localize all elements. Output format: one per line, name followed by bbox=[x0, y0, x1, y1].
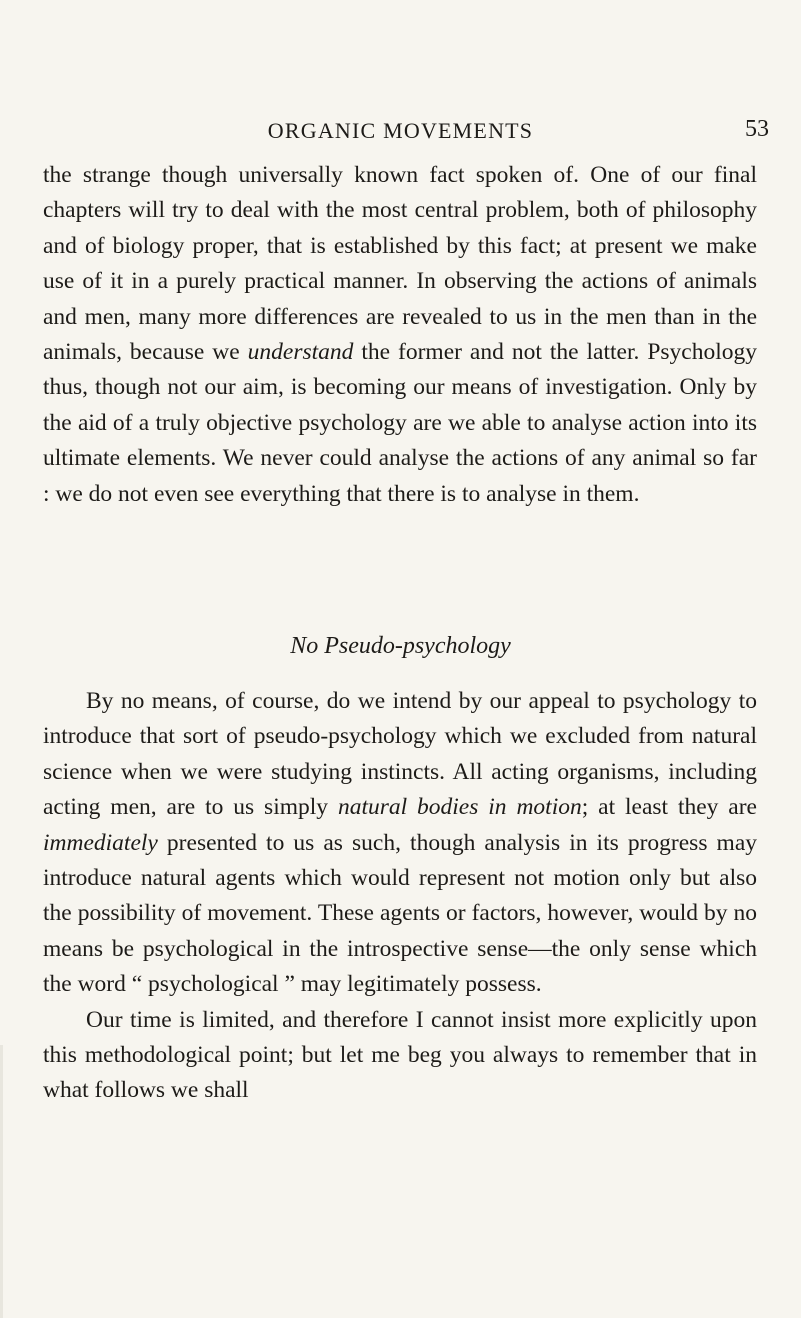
running-head bbox=[0, 112, 801, 146]
running-title: ORGANIC MOVEMENTS bbox=[267, 118, 534, 143]
section-heading: No Pseudo-psychology bbox=[290, 633, 511, 659]
page-number: 53 bbox=[745, 116, 769, 142]
emphasis-immediately: immediately bbox=[43, 829, 158, 856]
text-block-2 bbox=[43, 684, 757, 1109]
emphasis-understand: understand bbox=[247, 339, 354, 366]
page-edge-shadow bbox=[0, 1045, 3, 1318]
paragraph-2: By no means, of course, do we intend by our appeal to psychology to introduce that sort of pseudo-psychology which we excluded from natural science when we were studying instincts. All acting organisms, including acting men, are to us simply natural bodies in motion; at least they are immediately presented to us as such, though analysis in its progress may introduce natural agents which would represent not motion only but also the possibility of movement. These agents or factors, however, would by no means be psychological in the introspective sense—the only sense which the word “ psychological ” may legitimately possess. bbox=[43, 688, 757, 998]
text-block-1 bbox=[43, 158, 757, 512]
emphasis-natural-bodies: natural bodies in motion bbox=[337, 794, 582, 821]
paragraph-3: Our time is limited, and therefore I cannot insist more explicitly upon this methodological point; but let me beg you always to remember that in what follows we shall bbox=[43, 1006, 757, 1104]
paragraph-1: the strange though universally known fact spoken of. One of our final chapters will try to deal with the most central problem, both of philosophy and of biology proper, that is established by this fact; at present we make use of it in a purely practical manner. In observing the actions of animals and men, many more differences are revealed to us in the men than in the animals, because we understand the former and not the latter. Psychology thus, though not our aim, is becoming our means of investigation. Only by the aid of a truly objective psychology are we able to analyse action into its ultimate elements. We never could analyse the actions of any animal so far : we do not even see everything that there is to analyse in them. bbox=[43, 162, 757, 507]
